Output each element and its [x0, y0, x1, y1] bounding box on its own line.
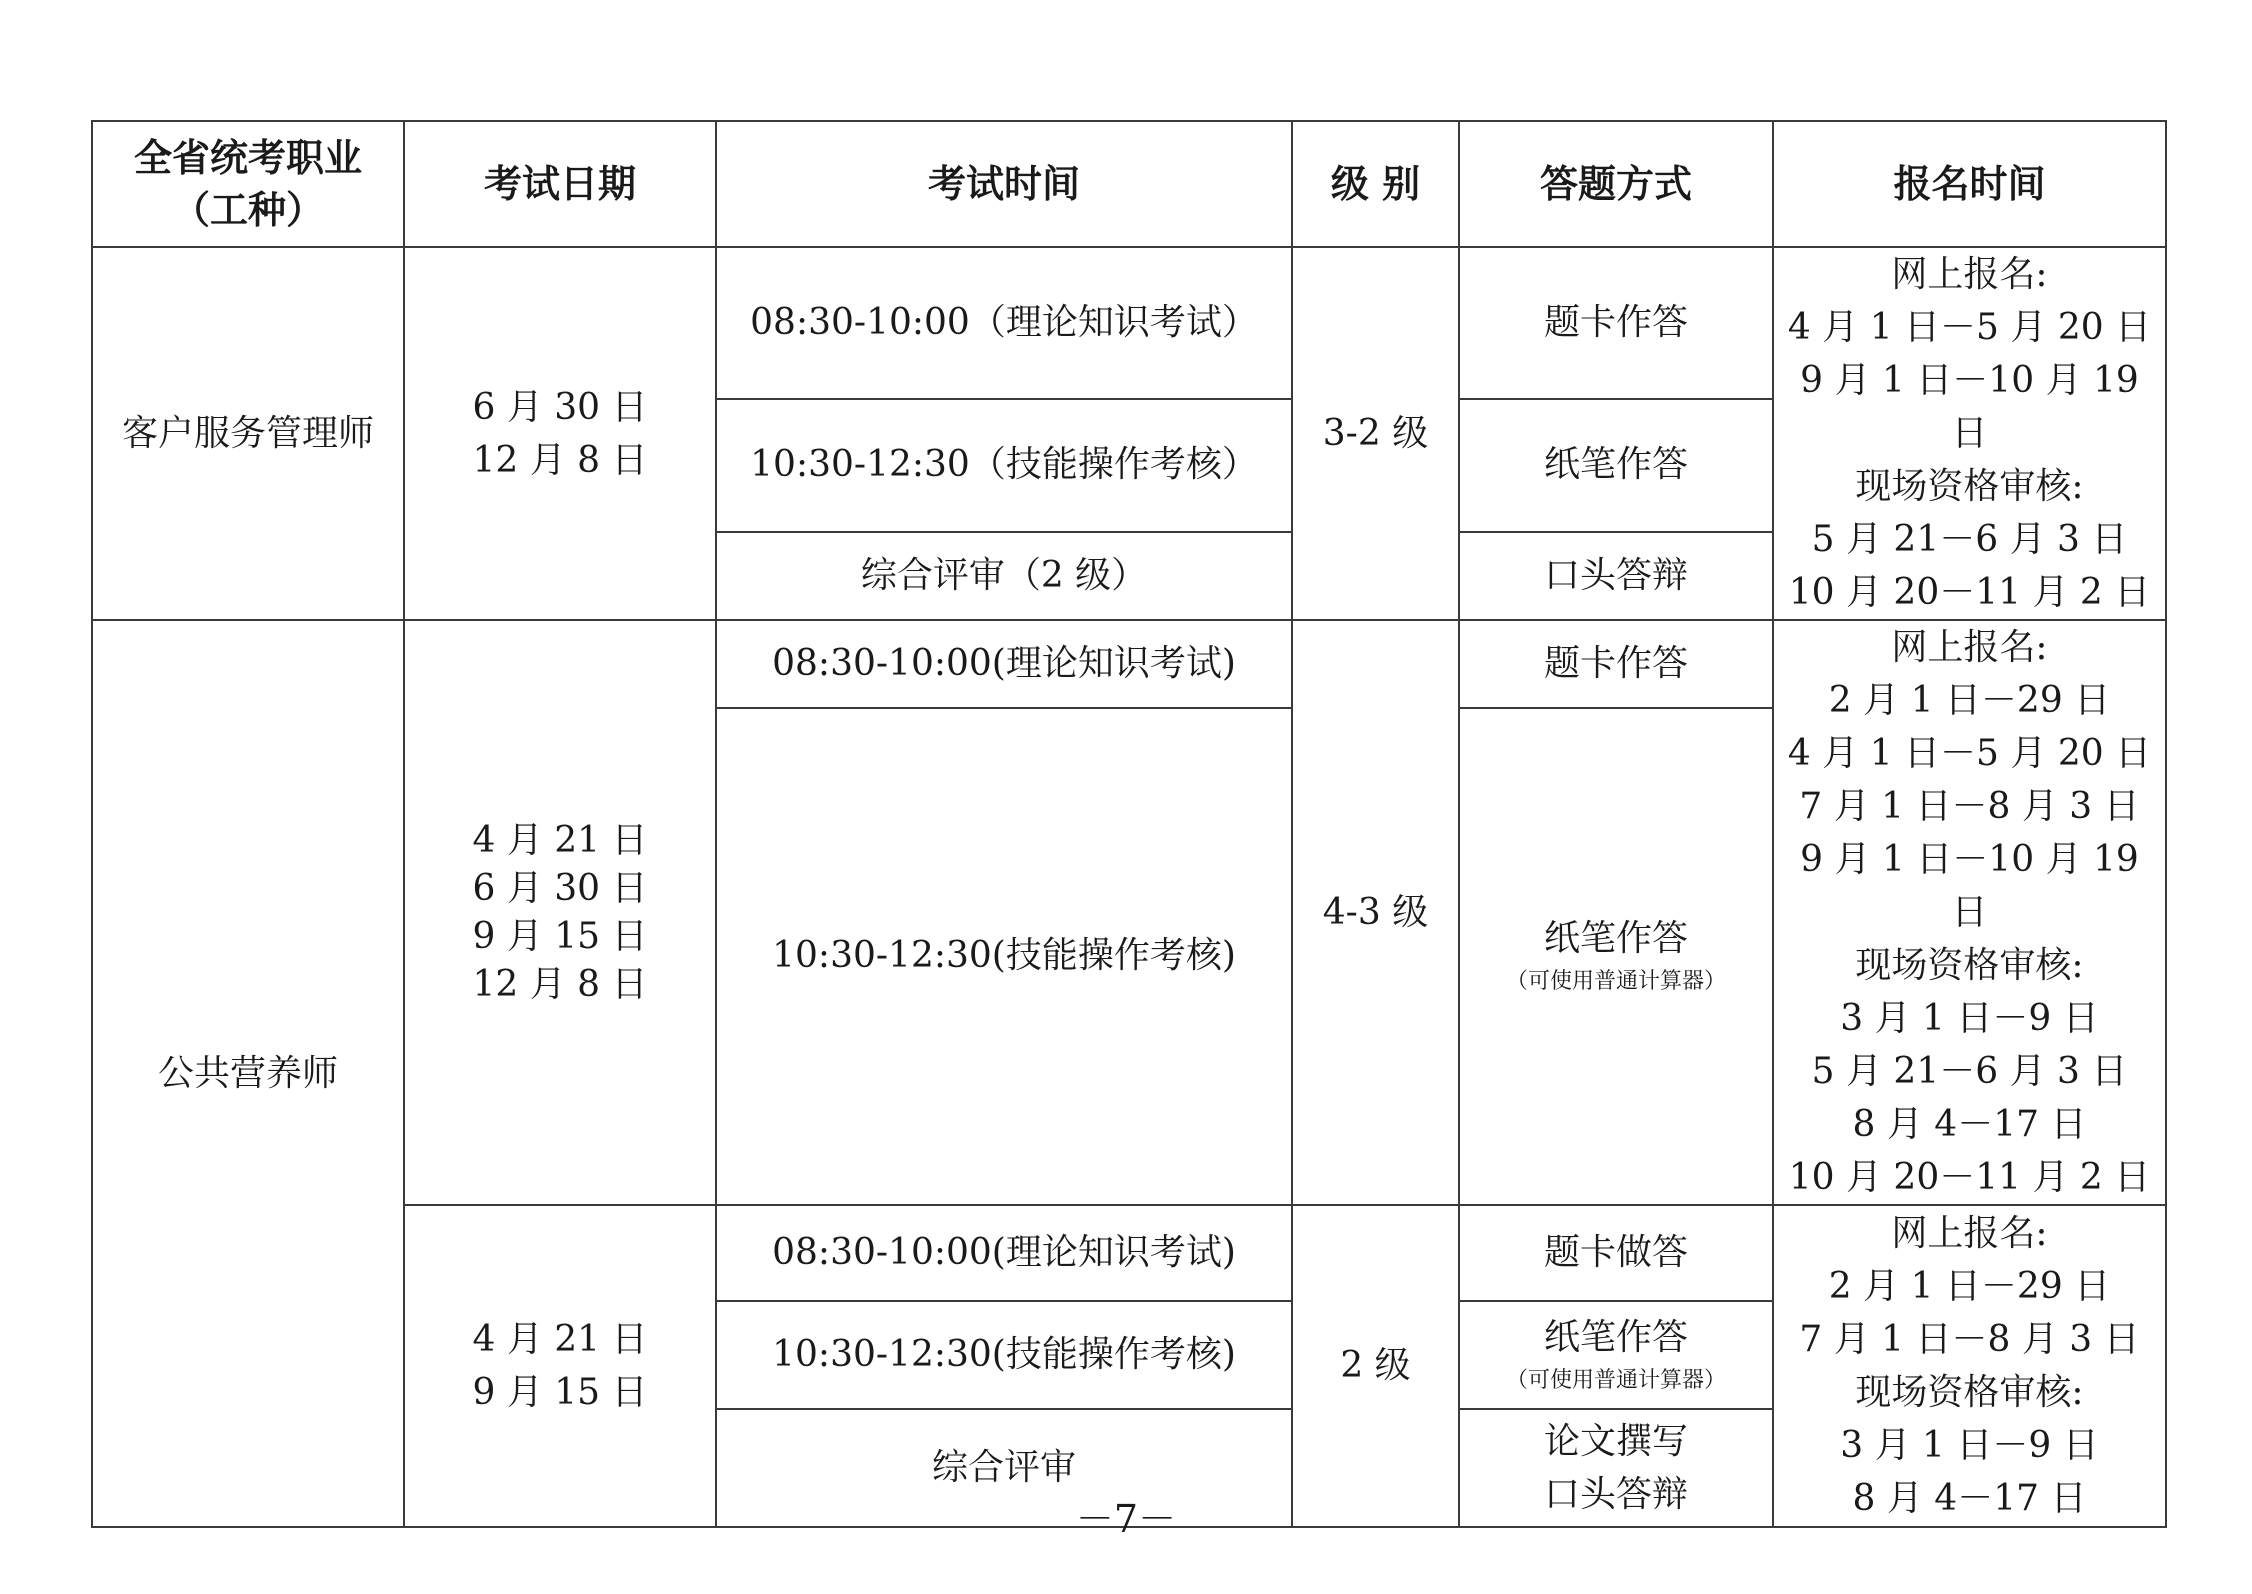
header-answer-method: 答题方式 [1459, 121, 1773, 247]
registration-line: 9 月 1 日－10 月 19 日 [1800, 360, 2139, 454]
exam-date: 9 月 15 日 [472, 915, 648, 957]
registration-line: 3 月 1 日－9 日 [1840, 1425, 2099, 1466]
answer-method-cell: 题卡作答 [1459, 247, 1773, 399]
registration-line: 8 月 4－17 日 [1852, 1478, 2087, 1519]
header-exam-time: 考试时间 [716, 121, 1292, 247]
exam-date-cell [404, 247, 716, 620]
exam-date-cell [404, 1205, 716, 1527]
exam-time-cell: 10:30-12:30(技能操作考核) [716, 1301, 1292, 1409]
answer-method-cell [1459, 708, 1773, 1205]
table-header-row [92, 121, 2166, 247]
exam-date: 12 月 8 日 [472, 439, 648, 481]
exam-time-cell: 08:30-10:00(理论知识考试) [716, 1205, 1292, 1301]
header-occupation-line1: 全省统考职业 （工种） [133, 135, 362, 232]
registration-line: 网上报名: [1891, 627, 2048, 668]
exam-time-cell: 综合评审 [716, 1409, 1292, 1527]
registration-line: 现场资格审核: [1855, 945, 2084, 986]
registration-line: 2 月 1 日－29 日 [1828, 1266, 2111, 1307]
table-row [92, 620, 2166, 708]
exam-date: 6 月 30 日 [472, 386, 648, 428]
registration-line: 4 月 1 日－5 月 20 日 [1787, 307, 2152, 348]
table-row [92, 247, 2166, 399]
occupation-cell: 客户服务管理师 [92, 247, 404, 620]
registration-line: 8 月 4－17 日 [1852, 1104, 2087, 1145]
registration-cell [1773, 620, 2166, 1205]
header-registration-time: 报名时间 [1773, 121, 2166, 247]
exam-time-cell: 10:30-12:30（技能操作考核） [716, 399, 1292, 532]
registration-line: 5 月 21－6 月 3 日 [1811, 1051, 2128, 1092]
answer-method-text: 纸笔作答 [1543, 1317, 1688, 1358]
registration-line: 3 月 1 日－9 日 [1840, 998, 2099, 1039]
level-cell: 3-2 级 [1292, 247, 1459, 620]
answer-method-cell: 纸笔作答 [1459, 399, 1773, 532]
registration-line: 10 月 20－11 月 2 日 [1788, 1157, 2151, 1198]
header-occupation [92, 121, 404, 247]
answer-method-cell [1459, 1301, 1773, 1409]
level-cell: 2 级 [1292, 1205, 1459, 1527]
exam-date: 9 月 15 日 [472, 1372, 648, 1413]
answer-method-cell: 题卡作答 [1459, 620, 1773, 708]
exam-date: 12 月 8 日 [472, 963, 648, 1005]
exam-date-cell [404, 620, 716, 1205]
registration-line: 7 月 1 日－8 月 3 日 [1799, 1319, 2140, 1360]
registration-line: 9 月 1 日－10 月 19 日 [1800, 839, 2139, 933]
answer-method-cell: 口头答辩 [1459, 532, 1773, 620]
exam-date: 4 月 21 日 [472, 819, 648, 861]
registration-line: 现场资格审核: [1855, 466, 2084, 507]
answer-method-text: 口头答辩 [1543, 1474, 1688, 1515]
registration-line: 网上报名: [1891, 254, 2048, 295]
registration-line: 5 月 21－6 月 3 日 [1811, 519, 2128, 560]
exam-date: 6 月 30 日 [472, 867, 648, 909]
registration-line: 现场资格审核: [1855, 1372, 2084, 1413]
exam-schedule-table [91, 120, 2167, 1528]
registration-line: 2 月 1 日－29 日 [1828, 680, 2111, 721]
calculator-note: （可使用普通计算器） [1505, 1368, 1726, 1393]
registration-line: 4 月 1 日－5 月 20 日 [1787, 733, 2152, 774]
exam-date: 4 月 21 日 [472, 1319, 648, 1360]
registration-cell [1773, 1205, 2166, 1527]
answer-method-text: 论文撰写 [1543, 1421, 1688, 1462]
registration-cell [1773, 247, 2166, 620]
page-number: －7－ [1075, 1497, 1177, 1541]
calculator-note: （可使用普通计算器） [1505, 969, 1726, 995]
registration-line: 7 月 1 日－8 月 3 日 [1799, 786, 2140, 827]
registration-line: 10 月 20－11 月 2 日 [1788, 572, 2151, 613]
exam-time-cell: 10:30-12:30(技能操作考核) [716, 708, 1292, 1205]
occupation-cell: 公共营养师 [92, 620, 404, 1527]
answer-method-cell: 题卡做答 [1459, 1205, 1773, 1301]
exam-time-cell: 综合评审（2 级） [716, 532, 1292, 620]
header-exam-date: 考试日期 [404, 121, 716, 247]
exam-time-cell: 08:30-10:00（理论知识考试） [716, 247, 1292, 399]
level-cell: 4-3 级 [1292, 620, 1459, 1205]
header-level: 级 别 [1292, 121, 1459, 247]
answer-method-text: 纸笔作答 [1543, 918, 1688, 960]
registration-line: 网上报名: [1891, 1213, 2048, 1254]
exam-time-cell: 08:30-10:00(理论知识考试) [716, 620, 1292, 708]
table-row [92, 1205, 2166, 1301]
